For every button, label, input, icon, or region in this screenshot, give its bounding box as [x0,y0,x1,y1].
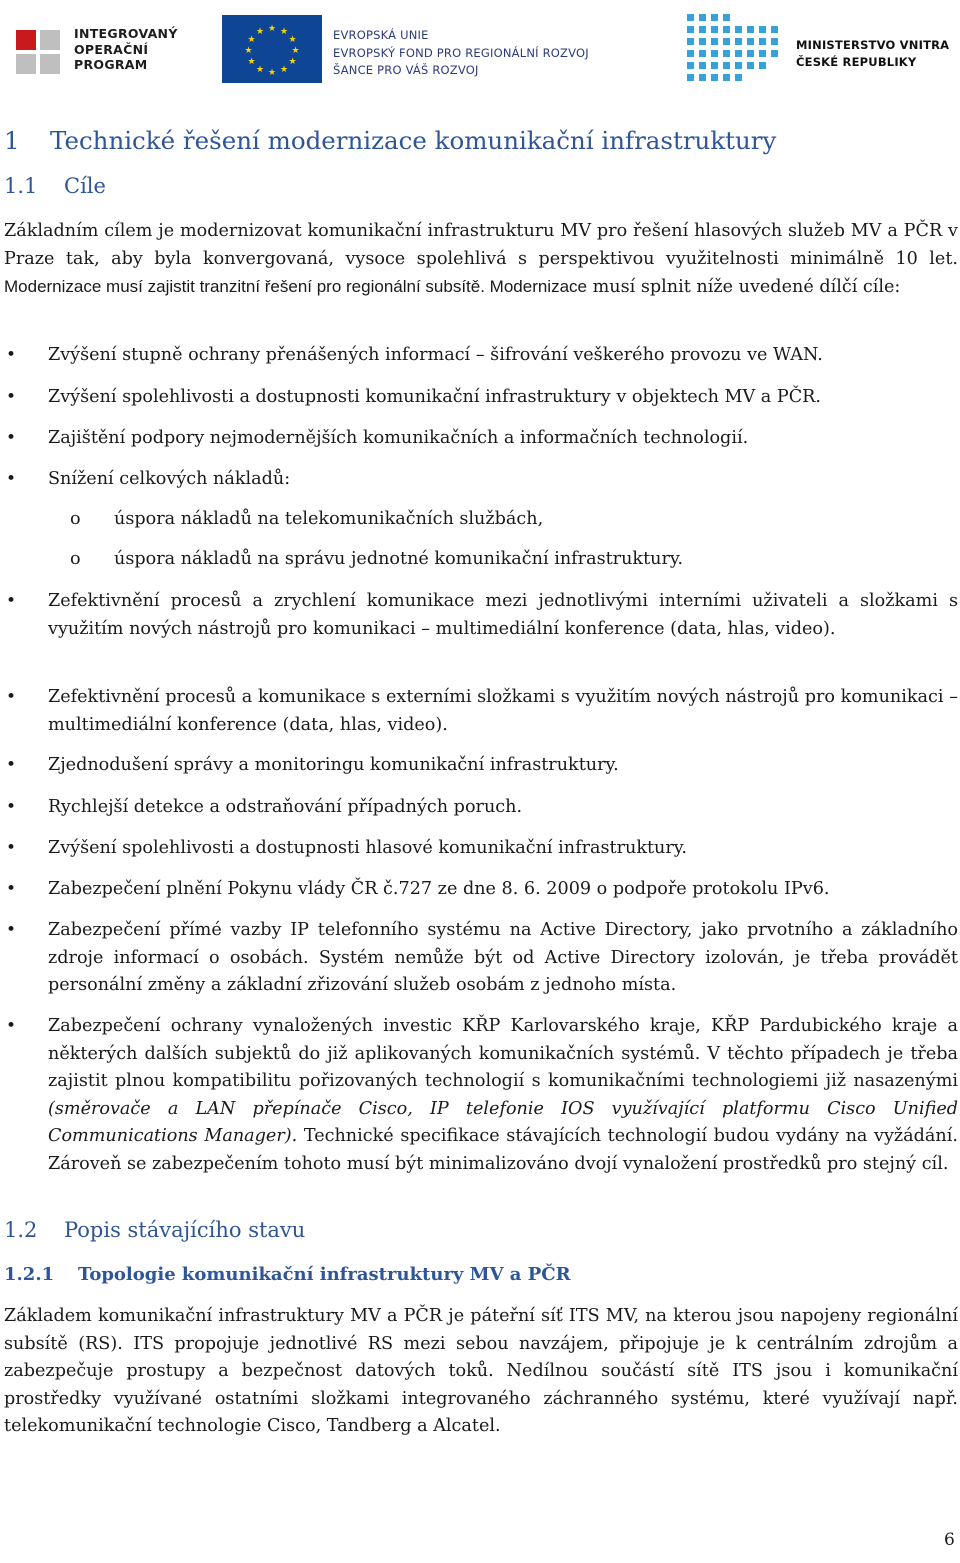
section-number: 1.2 [4,1218,38,1242]
svg-text:★: ★ [267,24,277,34]
svg-text:★: ★ [279,65,289,75]
list-item-text: Zjednodušení správy a monitoringu komunikační infrastruktury. [48,755,619,775]
eu-flag-icon [222,15,322,83]
list-item-text: Snížení celkových nákladů: [48,469,291,489]
circle-bullet-icon: o [70,549,81,569]
list-item-text: Zefektivnění procesů a komunikace s externími složkami s využitím nových nástrojů pro komunikaci – multimediální konference (data, hlas, video). [48,687,958,735]
list-item-text: Zvýšení spolehlivosti a dostupnosti hlasové komunikační infrastruktury. [48,838,687,858]
list-item-text-b: Technické specifikace stávajících technologií budou vydány na vyžádání. Zároveň se zabezpečením tohoto musí být minimalizováno dvojí vynaložení prostředků pro stejný cíl. [48,1126,958,1174]
header-logos [0,0,960,95]
subsection-title: Topologie komunikační infrastruktury MV a PČR [78,1264,571,1285]
bullet-icon [6,425,20,453]
bullet-icon [6,752,20,780]
intro-paragraph [4,218,958,302]
sub-list-item-text: úspora nákladů na telekomunikačních službách, [114,509,544,529]
bullet-icon [6,384,20,412]
chapter-number: 1 [4,126,20,155]
list-item-text: Zvýšení spolehlivosti a dostupnosti komunikační infrastruktury v objektech MV a PČR. [48,387,822,407]
bullet-icon [6,466,20,494]
bullet-icon [6,1013,20,1041]
eu-line-2: EVROPSKÝ FOND PRO REGIONÁLNÍ ROZVOJ [333,45,589,60]
list-item-text-a: Zabezpečení ochrany vynaložených investic KŘP Karlovarského kraje, KŘP Pardubického kraje a některých dalších subjektů do již aplikovaných komunikačních systémů. V těchto případech je třeba zajistit plnou kompatibilitu pořizovaných technologií s komunikačními technologiemi již nasazenými [48,1016,958,1091]
svg-text:★: ★ [291,46,300,56]
eu-line-3: ŠANCE PRO VÁŠ ROZVOJ [333,63,479,77]
page-number: 6 [944,1530,955,1550]
topology-paragraph: Základem komunikační infrastruktury MV a PČR je páteřní síť ITS MV, na kterou jsou napojeny regionální subsítě (RS). ITS propojuje jednotlivé RS mezi sebou navzájem, připojuje je k centrálním zdrojům a zabezpečuje prostupy a bezpečnost datových toků. Nedílnou součástí sítě ITS jsou i komunikační prostředky využívané ostatními složkami integrovaného záchranného systému, které využívají např. telekomunikační technologie Cisco, Tandberg a Alcatel. [4,1306,958,1436]
bullet-icon [6,876,20,904]
svg-text:★: ★ [255,65,265,75]
bullet-icon [6,588,20,616]
iop-line-2: OPERAČNÍ [74,41,149,57]
circle-bullet-icon: o [70,509,81,529]
svg-text:★: ★ [288,35,297,45]
bullet-icon [6,835,20,863]
svg-text:★: ★ [288,57,297,67]
chapter-title: Technické řešení modernizace komunikační infrastruktury [50,126,777,155]
mv-logo-icon [683,8,789,90]
section-number: 1.1 [4,174,38,198]
intro-text-1: Základním cílem je modernizovat komunikační infrastrukturu MV pro řešení hlasových služeb MV a PČR v Praze tak, aby byla konvergovaná, vysoce spolehlivá s perspektivou využitelnosti minimálně 10 let. [4,221,958,269]
bullet-icon [6,794,20,822]
list-item-text: Zajištění podpory nejmodernějších komunikačních a informačních technologií. [48,428,749,448]
chapter-heading [4,126,776,155]
intro-text-2: Modernizace musí zajistit tranzitní řešení pro regionální subsítě. Modernizace [4,277,587,296]
mv-line-2: ČESKÉ REPUBLIKY [796,55,917,69]
svg-text:★: ★ [267,68,277,78]
svg-text:★: ★ [247,57,256,67]
eu-line-1: EVROPSKÁ UNIE [333,28,429,42]
svg-text:★: ★ [279,27,289,37]
section-title: Cíle [64,174,106,198]
bullet-icon [6,917,20,945]
mv-logo-text [796,37,949,71]
list-item-text: Zefektivnění procesů a zrychlení komunikace mezi jednotlivými interními uživateli a složkami s využitím nových nástrojů pro komunikaci – multimediální konference (data, hlas, video). [48,591,958,639]
list-item-text: Zabezpečení přímé vazby IP telefonního systému na Active Directory, jako prvotního a základního zdroje informací o osobách. Systém nemůže být od Active Directory izolován, je třeba provádět personální změny a základní zřizování služeb osobám z jednoho místa. [48,920,958,995]
list-item-text: Zabezpečení plnění Pokynu vlády ČR č.727 ze dne 8. 6. 2009 o podpoře protokolu IPv6. [48,879,830,899]
iop-line-3: PROGRAM [74,57,148,72]
subsection-heading-topology [4,1264,571,1285]
svg-text:★: ★ [244,46,253,56]
section-title: Popis stávajícího stavu [64,1218,306,1242]
bullet-icon [6,684,20,712]
bullet-icon [6,342,20,370]
list-item-text: Zvýšení stupně ochrany přenášených informací – šifrování veškerého provozu ve WAN. [48,345,823,365]
svg-text:★: ★ [255,27,265,37]
iop-logo-icon [12,26,66,76]
section-heading-goals [4,174,106,198]
subsection-number: 1.2.1 [4,1264,55,1285]
iop-logo [8,22,198,80]
svg-text:★: ★ [247,35,256,45]
intro-text-3: musí splnit níže uvedené dílčí cíle: [587,277,901,297]
mv-line-1: MINISTERSTVO VNITRA [796,38,950,52]
section-heading-current-state [4,1218,305,1242]
list-item-text-italic: (směrovače a LAN přepínače Cisco, IP telefonie IOS využívající platformu Cisco Unified Communications Manager). [48,1098,958,1146]
list-item-text: Rychlejší detekce a odstraňování případných poruch. [48,797,523,817]
sub-list-item-text: úspora nákladů na správu jednotné komunikační infrastruktury. [114,549,684,569]
list-item-text [48,1013,958,1178]
iop-line-1: INTEGROVANÝ [74,26,178,41]
eu-logo-text [333,27,589,80]
